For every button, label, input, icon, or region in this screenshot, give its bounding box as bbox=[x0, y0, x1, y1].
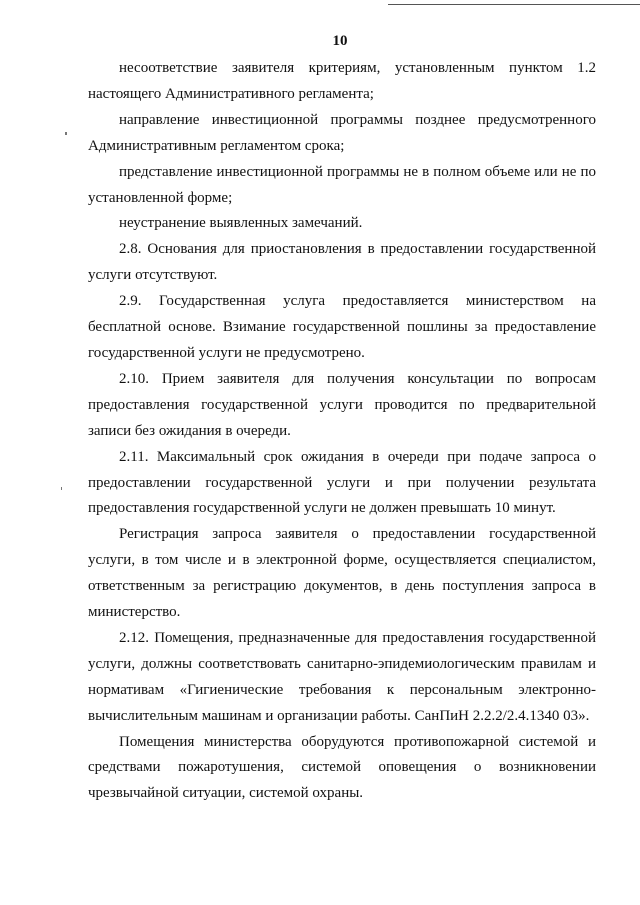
scan-speck bbox=[65, 132, 67, 135]
paragraph: 2.8. Основания для приостановления в предоставлении государственной услуги отсутствуют. bbox=[88, 241, 596, 284]
paragraph: 2.10. Прием заявителя для получения консультации по вопросам предоставления государственной услуги проводится по предварительной записи без ожидания в очереди. bbox=[88, 370, 596, 439]
paragraph: представление инвестиционной программы не в полном объеме или не по установленной форме; bbox=[88, 163, 596, 206]
paragraph: Регистрация запроса заявителя о предоставлении государственной услуги, в том числе и в электронной форме, осуществляется специалистом, ответственным за регистрацию документов, в день поступления запроса в министерство. bbox=[88, 526, 596, 621]
document-body bbox=[88, 56, 596, 807]
paragraph: несоответствие заявителя критериям, установленным пунктом 1.2 настоящего Административного регламента; bbox=[88, 60, 596, 102]
top-border-line bbox=[388, 4, 640, 5]
paragraph: неустранение выявленных замечаний. bbox=[119, 215, 363, 232]
paragraph: направление инвестиционной программы позднее предусмотренного Административным регламентом срока; bbox=[88, 111, 596, 154]
page-number: 10 bbox=[332, 33, 348, 49]
paragraph: 2.12. Помещения, предназначенные для предоставления государственной услуги, должны соответствовать санитарно-эпидемиологическим правилам и нормативам «Гигиенические требования к персональным электронно-вычислительным машинам и организации работы. СанПиН 2.2.2/2.4.1340 03». bbox=[88, 629, 596, 724]
paragraph: Помещения министерства оборудуются противопожарной системой и средствами пожаротушения, системой оповещения о возникновении чрезвычайной ситуации, системой охраны. bbox=[88, 733, 596, 802]
paragraph: 2.11. Максимальный срок ожидания в очереди при подаче запроса о предоставлении государственной услуги и при получении результата предоставления государственной услуги не должен превышать 10 минут. bbox=[88, 448, 596, 517]
paragraph: 2.9. Государственная услуга предоставляется министерством на бесплатной основе. Взимание государственной пошлины за предоставление государственной услуги не предусмотрено. bbox=[88, 293, 596, 361]
scan-speck bbox=[61, 487, 62, 490]
